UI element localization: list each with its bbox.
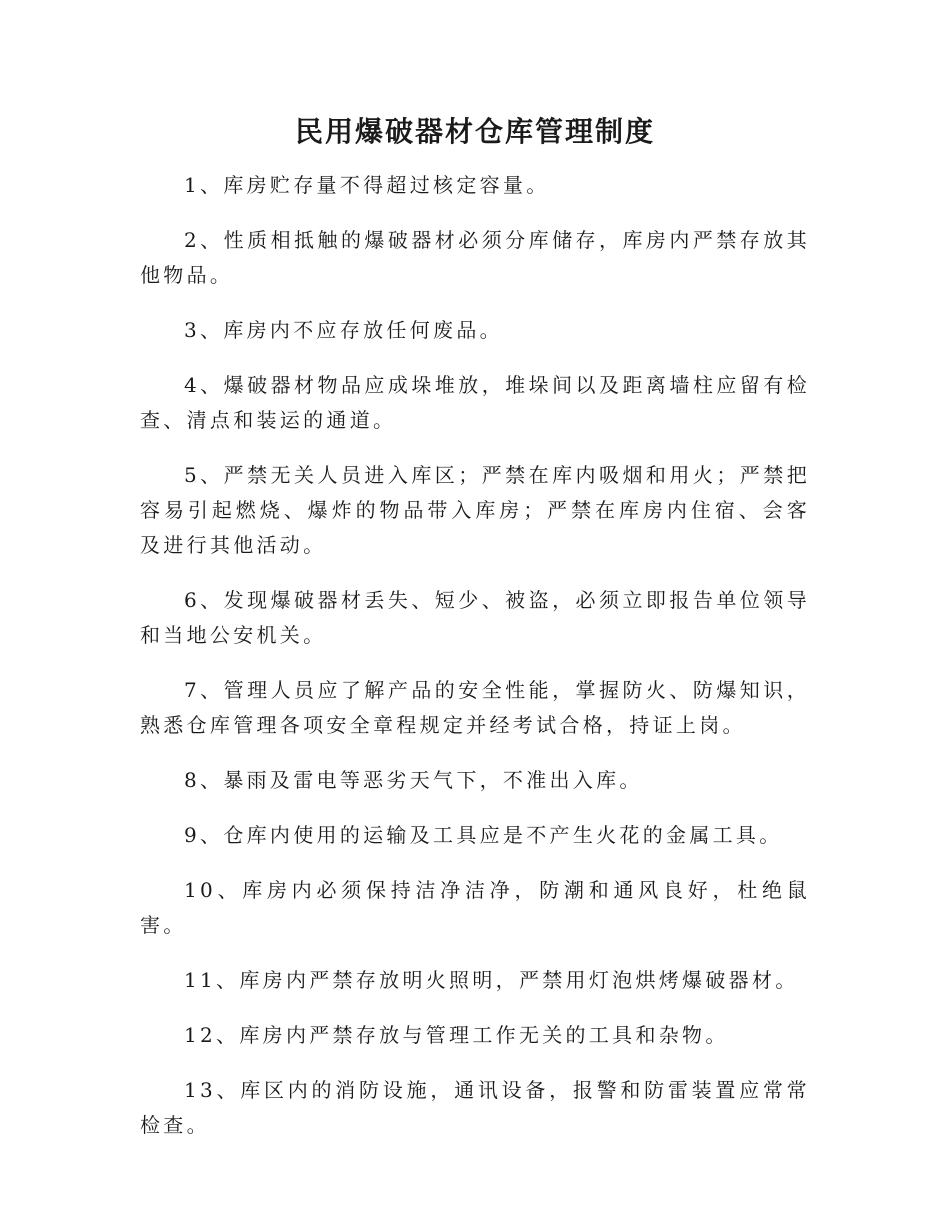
rule-item-3: 3、库房内不应存放任何废品。 [184, 318, 503, 342]
rule-item-12: 12、库房内严禁存放与管理工作无关的工具和杂物。 [184, 1023, 729, 1047]
rule-item-2: 2、性质相抵触的爆破器材必须分库储存，库房内严禁存放其他物品。 [140, 228, 810, 287]
rule-item-10: 10、库房内必须保持洁净洁净，防潮和通风良好，杜绝鼠害。 [140, 878, 810, 937]
rule-item-4: 4、爆破器材物品应成垛堆放，堆垛间以及距离墙柱应留有检查、清点和装运的通道。 [140, 373, 810, 432]
rule-item-9: 9、仓库内使用的运输及工具应是不产生火花的金属工具。 [184, 823, 783, 847]
rule-item-6: 6、发现爆破器材丢失、短少、被盗，必须立即报告单位领导和当地公安机关。 [140, 588, 810, 647]
rule-item-13: 13、库区内的消防设施，通讯设备，报警和防雷装置应常常检查。 [140, 1078, 810, 1137]
rule-item-11: 11、库房内严禁存放明火照明，严禁用灯泡烘烤爆破器材。 [184, 968, 799, 992]
document-title: 民用爆破器材仓库管理制度 [294, 115, 655, 148]
rule-item-1: 1、库房贮存量不得超过核定容量。 [184, 173, 550, 197]
rule-item-5: 5、严禁无关人员进入库区；严禁在库内吸烟和用火；严禁把容易引起燃烧、爆炸的物品带入库房；严禁在库房内住宿、会客及进行其他活动。 [140, 463, 810, 557]
rule-item-8: 8、暴雨及雷电等恶劣天气下，不准出入库。 [184, 768, 643, 792]
rule-item-7: 7、管理人员应了解产品的安全性能，掌握防火、防爆知识，熟悉仓库管理各项安全章程规定并经考试合格，持证上岗。 [140, 678, 810, 737]
